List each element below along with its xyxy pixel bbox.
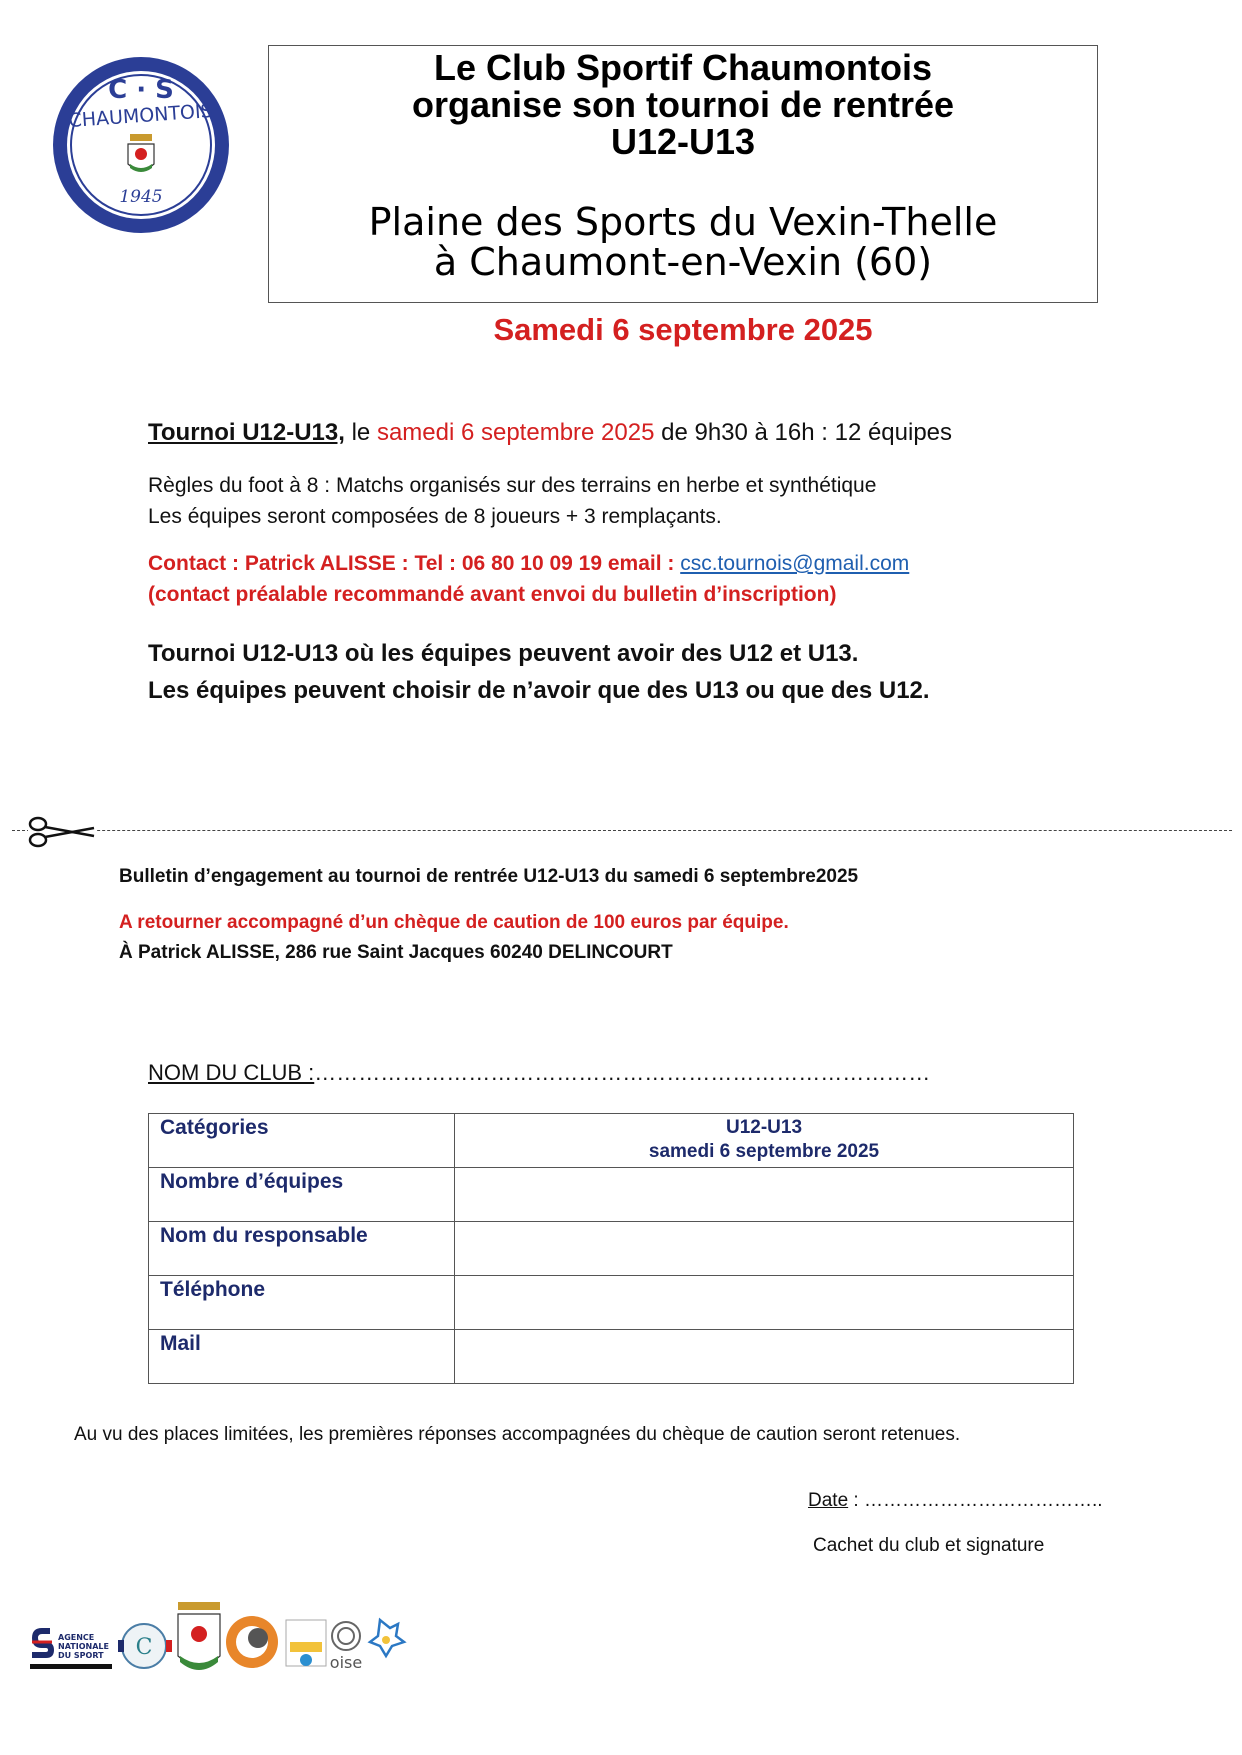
header-line2: organise son tournoi de rentrée — [411, 84, 955, 125]
table-row — [149, 1168, 1074, 1222]
tournament-date: samedi 6 septembre 2025 — [376, 419, 655, 446]
teams-value-field[interactable] — [455, 1168, 1074, 1222]
logo-top-text: C · S — [108, 75, 174, 105]
contact-email-link[interactable]: csc.tournois@gmail.com — [680, 552, 910, 575]
oise-text: oise — [329, 1653, 363, 1672]
ans-line1: AGENCE — [58, 1633, 95, 1642]
table-row — [149, 1276, 1074, 1330]
header-box — [268, 45, 1098, 303]
row-label-phone: Téléphone — [149, 1276, 455, 1330]
row-label-mail: Mail — [149, 1330, 455, 1384]
club-logo — [48, 52, 234, 238]
ans-line2: NATIONALE — [58, 1642, 109, 1651]
hauts-de-france-logo — [370, 1620, 404, 1656]
phone-value-field[interactable] — [455, 1276, 1074, 1330]
row-label-teams: Nombre d’équipes — [149, 1168, 455, 1222]
ans-line3: DU SPORT — [58, 1651, 104, 1660]
date-field[interactable] — [808, 1490, 1103, 1512]
club-name-field[interactable] — [148, 1060, 930, 1086]
cut-line — [12, 830, 1232, 831]
ans-logo — [30, 1628, 112, 1669]
manager-value-field[interactable] — [455, 1222, 1074, 1276]
mix-line2: Les équipes peuvent choisir de n’avoir que des U13 ou que des U12. — [148, 677, 930, 704]
date-heading: Samedi 6 septembre 2025 — [493, 312, 873, 347]
district-logo — [118, 1624, 172, 1668]
bulletin-title: Bulletin d’engagement au tournoi de rentrée U12-U13 du samedi 6 septembre2025 — [119, 866, 859, 887]
header-place2: à Chaumont-en-Vexin (60) — [433, 240, 933, 284]
sponsor-logos — [28, 1598, 438, 1680]
mix-line1: Tournoi U12-U13 où les équipes peuvent avoir des U12 et U13. — [148, 640, 859, 667]
date-dots: : ……………………………….. — [848, 1490, 1103, 1511]
date-label: Date — [808, 1490, 849, 1511]
contact-note: (contact préalable recommandé avant envoi du bulletin d’inscription) — [148, 583, 837, 606]
row-label-categories: Catégories — [149, 1114, 455, 1168]
foot-district-logo — [226, 1616, 278, 1668]
oise-logo — [330, 1622, 362, 1672]
categories-value-line2: samedi 6 septembre 2025 — [648, 1141, 880, 1162]
rules-line2: Les équipes seront composées de 8 joueurs + 3 remplaçants. — [148, 505, 722, 528]
stamp-signature-label: Cachet du club et signature — [813, 1535, 1045, 1556]
return-line1: A retourner accompagné d’un chèque de caution de 100 euros par équipe. — [119, 912, 789, 933]
club-name-label: NOM DU CLUB : — [148, 1060, 315, 1085]
rules-line1: Règles du foot à 8 : Matchs organisés sur des terrains en herbe et synthétique — [148, 474, 877, 497]
registration-table — [148, 1113, 1074, 1384]
header-line1: Le Club Sportif Chaumontois — [434, 47, 932, 88]
svg-text:C: C — [135, 1635, 153, 1660]
table-row — [149, 1222, 1074, 1276]
logo-club-text: CHAUMONTOIS — [67, 100, 214, 133]
mail-value-field[interactable] — [455, 1330, 1074, 1384]
contact-line — [148, 552, 909, 576]
table-row — [149, 1114, 1074, 1168]
categories-value — [455, 1114, 1074, 1168]
table-row — [149, 1330, 1074, 1384]
club-name-dots: ………………………………………………………………………… — [314, 1060, 931, 1085]
tournament-le: le — [344, 419, 377, 446]
limited-notice: Au vu des places limitées, les premières réponses accompagnées du chèque de caution seront retenues. — [74, 1424, 961, 1445]
tournament-label: Tournoi U12-U13, — [148, 419, 345, 446]
header-place1: Plaine des Sports du Vexin-Thelle — [368, 200, 998, 244]
header-line3: U12-U13 — [610, 121, 756, 162]
logo-year-text: 1945 — [119, 187, 163, 207]
return-line2: À Patrick ALISSE, 286 rue Saint Jacques 60240 DELINCOURT — [119, 942, 673, 963]
league-logo — [286, 1620, 326, 1666]
row-label-manager: Nom du responsable — [149, 1222, 455, 1276]
scissors-icon — [28, 815, 96, 849]
tournament-rest: de 9h30 à 16h : 12 équipes — [654, 419, 953, 446]
tournament-line — [148, 419, 952, 447]
categories-value-line1: U12-U13 — [725, 1117, 803, 1138]
town-crest — [178, 1602, 220, 1670]
contact-prefix: Contact : Patrick ALISSE : Tel : 06 80 10 09 19 email : — [148, 552, 681, 575]
